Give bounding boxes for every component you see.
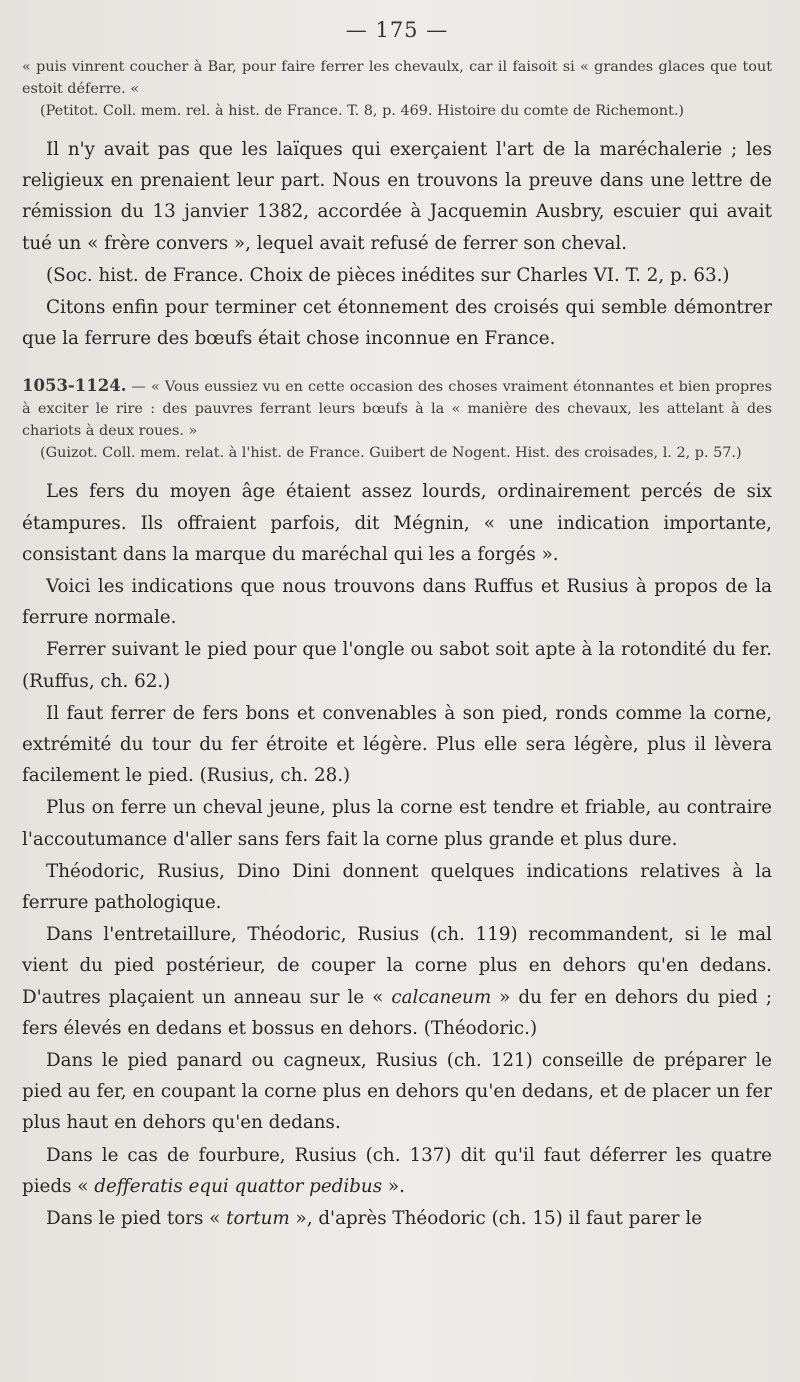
paragraph: Voici les indications que nous trouvons dans Ruffus et Rusius à propos de la ferrure normale. bbox=[22, 576, 772, 629]
paragraph: Il faut ferrer de fers bons et convenables à son pied, ronds comme la corne, extrémité du tour du fer étroite et légère. Plus elle sera légère, plus il lèvera facilement le pied. (Rusius, ch. 28.) bbox=[22, 702, 772, 787]
quote-text: « puis vinrent coucher à Bar, pour faire ferrer les chevaulx, car il faisoit si « grandes glaces que tout estoit déferre. « bbox=[22, 59, 772, 97]
paragraph: Citons enfin pour terminer cet étonnement des croisés qui semble démontrer que la ferrure des bœufs était chose inconnue en France. bbox=[22, 297, 772, 350]
quote-reference: (Petitot. Coll. mem. rel. à hist. de France. T. 8, p. 469. Histoire du comte de Richemont.) bbox=[40, 103, 685, 119]
paragraph: Il n'y avait pas que les laïques qui exerçaient l'art de la maréchalerie ; les religieux en prenaient leur part. Nous en trouvons la preuve dans une lettre de rémission du 13 janvier 1382, accordée à Jacquemin Ausbry, escuier qui avait tué un « frère convers », lequel avait refusé de ferrer son cheval. bbox=[22, 139, 772, 254]
page-number: — 175 — bbox=[345, 18, 449, 42]
latin-term: tortum bbox=[226, 1208, 290, 1230]
paragraph-entretaillure: Dans l'entretaillure, Théodoric, Rusius (ch. 119) recommandent, si le mal vient du pied postérieur, de couper la corne plus en dehors qu'en dedans. D'autres plaçaient un anneau sur le « calcaneum » du fer en dehors du pied ; fers élevés en dedans et bossus en dehors. (Théodoric.) bbox=[22, 924, 772, 1039]
paragraph-panard: Dans le pied panard ou cagneux, Rusius (ch. 121) conseille de préparer le pied au fer, en coupant la corne plus en dehors qu'en dedans, et de placer un fer plus haut en dehors qu'en dedans. bbox=[22, 1050, 772, 1134]
paragraph: Théodoric, Rusius, Dino Dini donnent quelques indications relatives à la ferrure pathologique. bbox=[22, 860, 772, 914]
quote-richemont bbox=[22, 56, 772, 122]
quote-text: — « Vous eussiez vu en cette occasion des choses vraiment étonnantes et bien propres à exciter le rire : des pauvres ferrant leurs bœufs à la « manière des chevaux, les attelant à des chariots à deux roues. » bbox=[22, 379, 772, 440]
latin-term: calcaneum bbox=[391, 986, 492, 1008]
paragraph-fourbure: Dans le cas de fourbure, Rusius (ch. 137) dit qu'il faut déferrer les quatre pieds « defferatis equi quattor pedibus ». bbox=[22, 1144, 772, 1197]
paragraph-tors: Dans le pied tors « tortum », d'après Théodoric (ch. 15) il faut parer le bbox=[46, 1208, 703, 1230]
paragraph-reference: (Soc. hist. de France. Choix de pièces inédites sur Charles VI. T. 2, p. 63.) bbox=[46, 264, 730, 286]
section-religieux bbox=[22, 134, 772, 354]
quote-guibert bbox=[22, 375, 772, 464]
latin-term: defferatis equi quattor pedibus bbox=[94, 1175, 383, 1197]
quote-date: 1053-1124. bbox=[22, 376, 127, 396]
paragraph: Ferrer suivant le pied pour que l'ongle ou sabot soit apte à la rotondité du fer. (Ruffus, ch. 62.) bbox=[22, 639, 772, 692]
quote-reference: (Guizot. Coll. mem. relat. à l'hist. de France. Guibert de Nogent. Hist. des croisades, l. 2, p. 57.) bbox=[40, 445, 742, 462]
paragraph: Les fers du moyen âge étaient assez lourds, ordinairement percés de six étampures. Ils offraient parfois, dit Mégnin, « une indication importante, consistant dans la marque du maréchal qui les a forgés ». bbox=[22, 481, 772, 565]
paragraph: Plus on ferre un cheval jeune, plus la corne est tendre et friable, au contraire l'accoutumance d'aller sans fers fait la corne plus grande et plus dure. bbox=[22, 797, 772, 850]
section-ferrure bbox=[22, 476, 772, 1234]
